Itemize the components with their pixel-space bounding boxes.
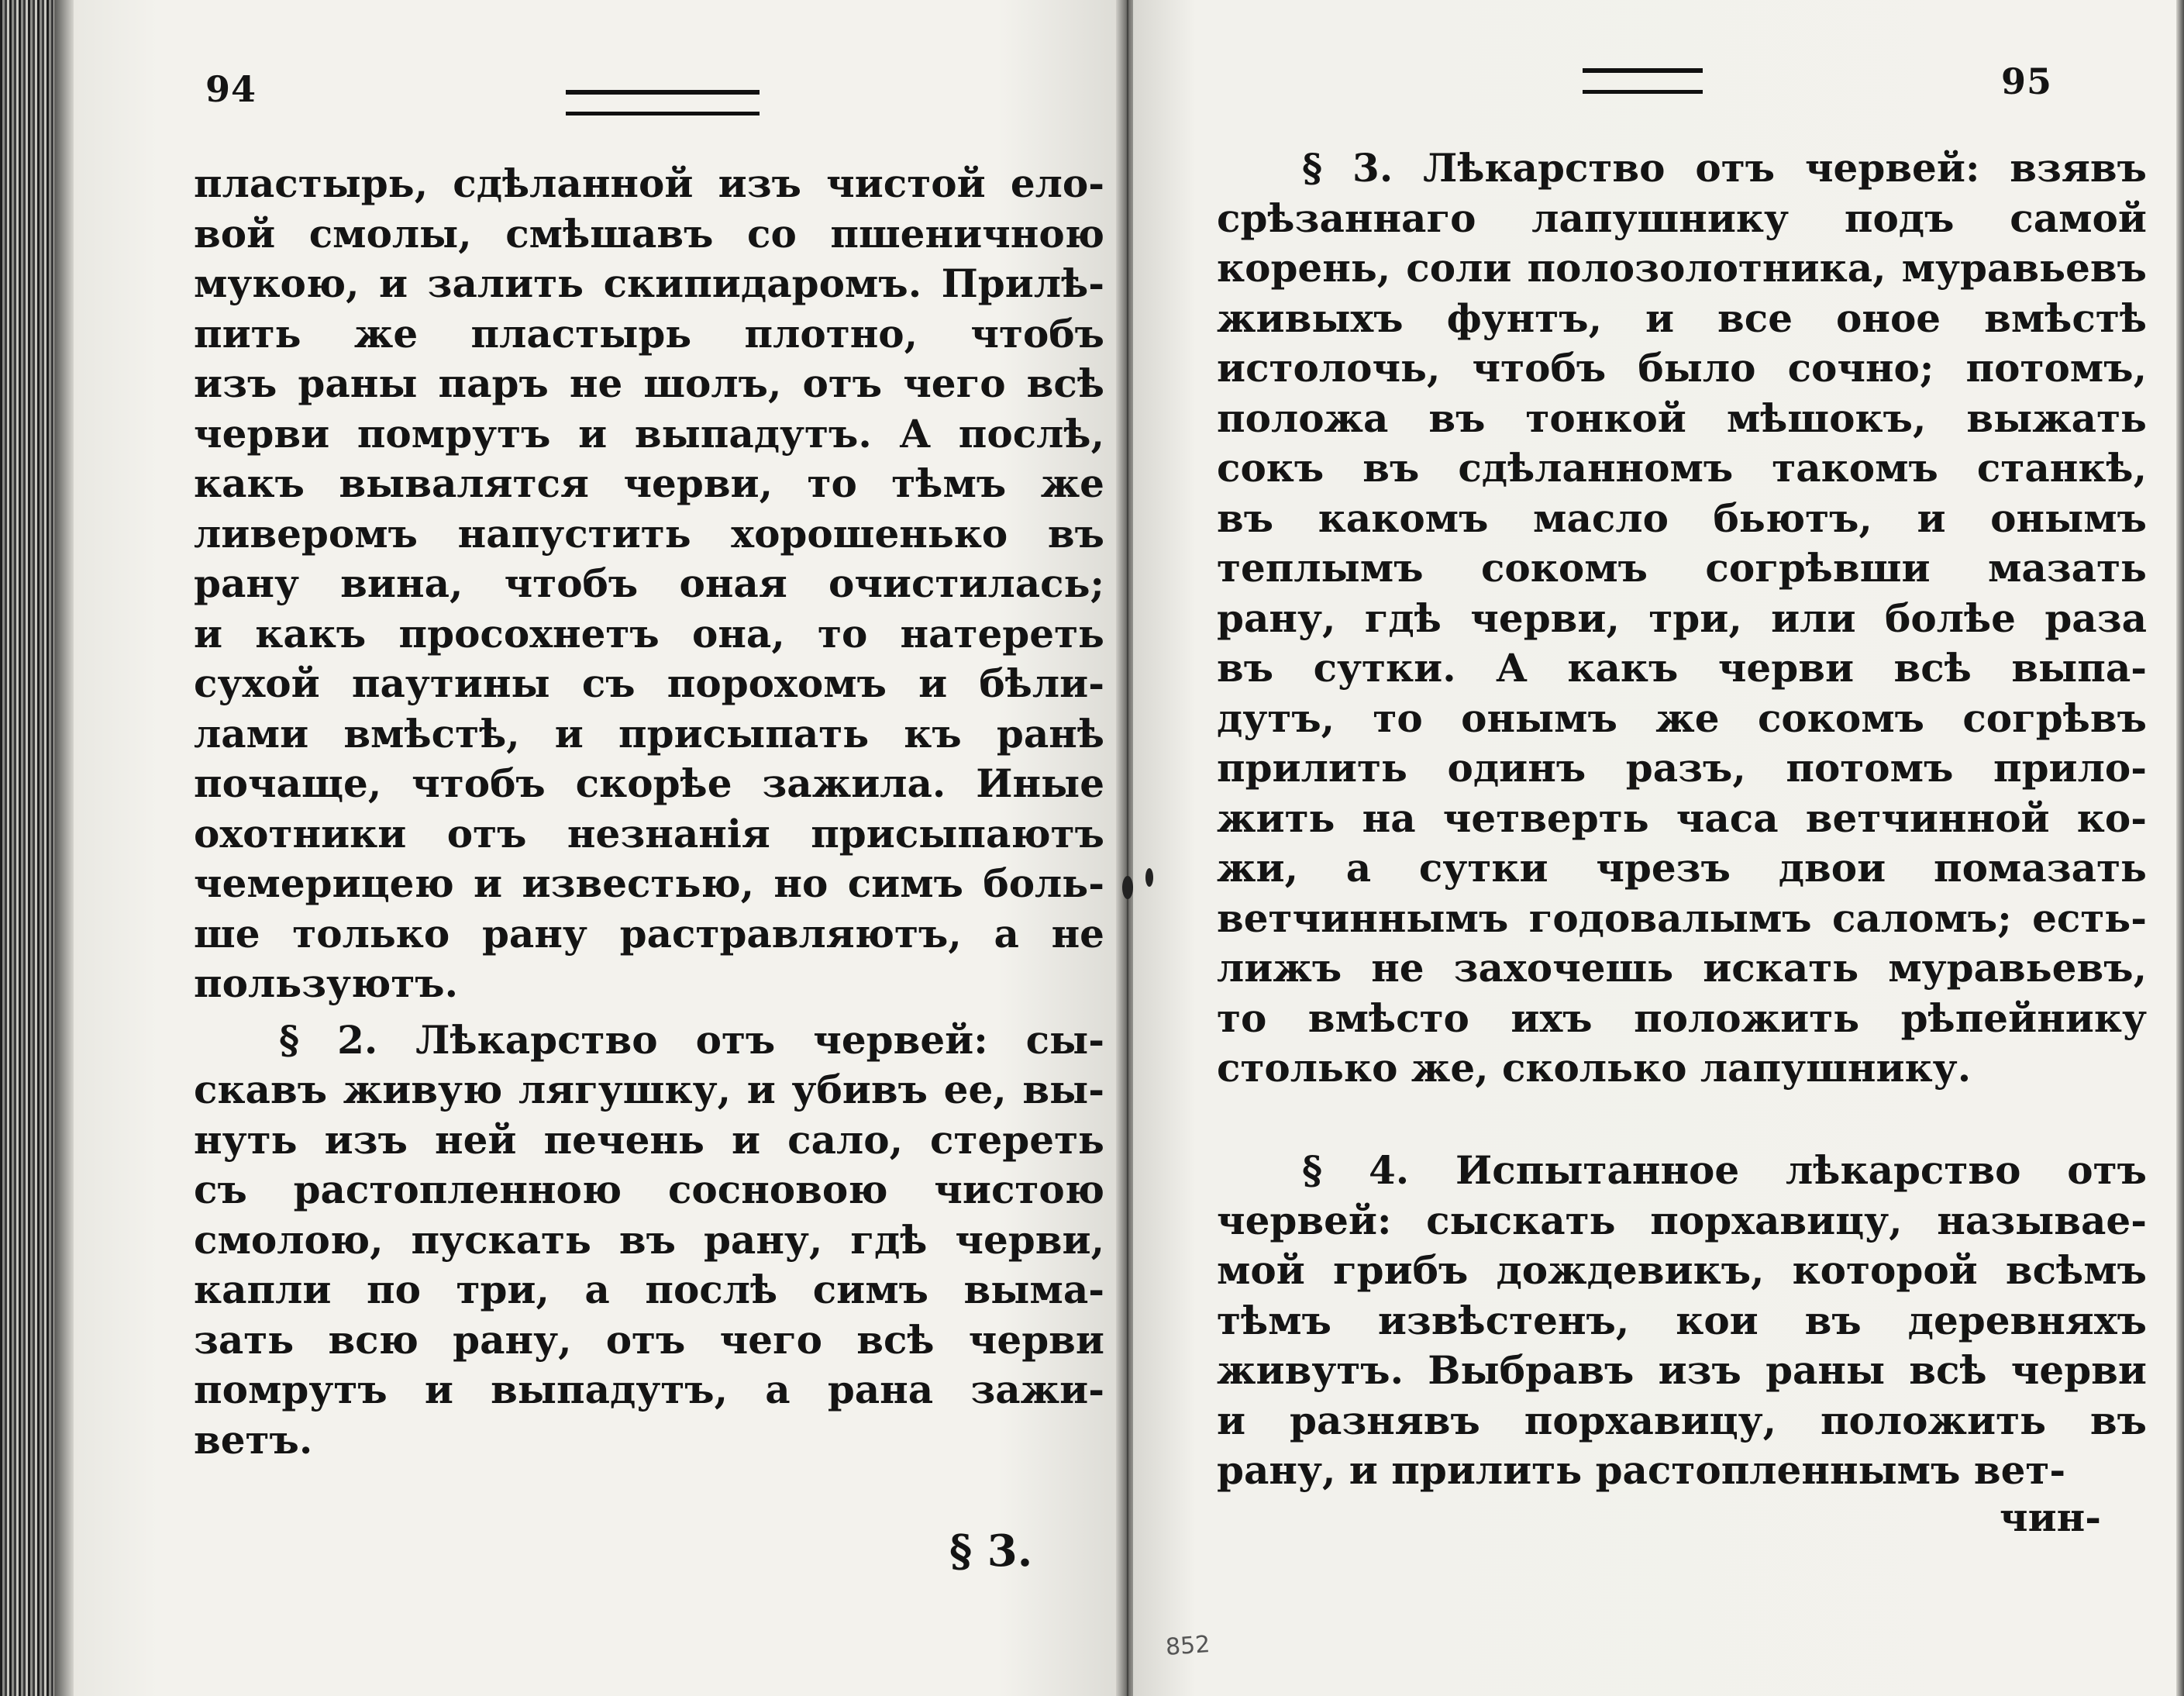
text-line: вой смолы, смѣшавъ со пшеничною <box>194 210 1104 257</box>
left-page-number: 94 <box>205 68 257 110</box>
text-line: столько же, сколько лапушнику. <box>1217 1045 1972 1091</box>
text-line: жи, а сутки чрезъ двои помазать <box>1217 845 2147 891</box>
text-line: изъ раны паръ не шолъ, отъ чего всѣ <box>194 360 1104 406</box>
text-line: корень, соли полозолотника, муравьевъ <box>1217 245 2147 291</box>
text-line: сухой паутины съ порохомъ и бѣли- <box>194 660 1104 706</box>
text-line: ветъ. <box>194 1416 313 1463</box>
text-line: ветчиннымъ годовалымъ саломъ; есть- <box>1217 895 2147 941</box>
right-header-rule <box>1583 68 1703 94</box>
left-catchword: § 3. <box>949 1525 1033 1577</box>
text-line: лижъ не захочешь искать муравьевъ, <box>1217 945 2147 991</box>
text-line: положа въ тонкой мѣшокъ, выжать <box>1217 395 2147 441</box>
text-line: черви помрутъ и выпадутъ. А послѣ, <box>194 410 1104 457</box>
text-line: живутъ. Выбравъ изъ раны всѣ черви <box>1217 1347 2147 1393</box>
text-line: пользуютъ. <box>194 960 459 1006</box>
text-line: червей: сыскать порхавицу, называе- <box>1217 1197 2147 1243</box>
text-line: какъ вывалятся черви, то тѣмъ же <box>194 460 1104 506</box>
text-line: нуть изъ ней печень и сало, стереть <box>194 1116 1104 1163</box>
text-line: въ какомъ масло бьютъ, и онымъ <box>1217 495 2147 541</box>
text-line: живыхъ фунтъ, и все оное вмѣстѣ <box>1217 295 2147 341</box>
text-line: теплымъ сокомъ согрѣвши мазать <box>1217 545 2147 591</box>
text-line: рану вина, чтобъ оная очистилась; <box>194 560 1104 606</box>
right-page <box>1133 0 2176 1696</box>
text-line: зать всю рану, отъ чего всѣ черви <box>194 1316 1104 1363</box>
text-line: мой грибъ дождевикъ, которой всѣмъ <box>1217 1247 2147 1293</box>
text-line: и какъ просохнетъ она, то натереть <box>194 610 1104 657</box>
text-line: скавъ живую лягушку, и убивъ ее, вы- <box>194 1067 1104 1112</box>
text-line: жить на четверть часа ветчинной ко- <box>1217 795 2147 841</box>
text-line: и разнявъ порхавицу, положить въ <box>1217 1397 2147 1443</box>
left-page-text <box>194 159 1104 1465</box>
text-line: то вмѣсто ихъ положить рѣпейнику <box>1217 995 2147 1041</box>
text-line: чемерицею и известью, но симъ боль- <box>194 860 1104 906</box>
right-page-number: 95 <box>2001 60 2053 102</box>
text-line: § 3. Лѣкарство отъ червей: взявъ <box>1302 145 2147 191</box>
gutter-speck <box>1145 868 1153 887</box>
text-line: рану, гдѣ черви, три, или болѣе раза <box>1217 595 2147 641</box>
page-edge-right <box>2176 0 2184 1696</box>
text-line: съ растопленною сосновою чистою <box>194 1167 1104 1212</box>
text-line: мукою, и залить скипидаромъ. Прилѣ- <box>194 260 1104 306</box>
page-edges-left <box>0 0 74 1696</box>
text-line: ше только рану растравляютъ, а не <box>194 910 1104 957</box>
text-line: пластырь, сдѣланной изъ чистой ело- <box>194 160 1104 206</box>
text-line: охотники отъ незнанія присыпаютъ <box>194 810 1104 857</box>
text-line: смолою, пускать въ рану, гдѣ черви, <box>194 1216 1104 1263</box>
text-line: тѣмъ извѣстенъ, кои въ деревняхъ <box>1217 1297 2147 1343</box>
gutter-speck <box>1122 876 1133 899</box>
text-line: дутъ, то онымъ же сокомъ согрѣвъ <box>1217 695 2147 741</box>
text-line: въ сутки. А какъ черви всѣ выпа- <box>1217 645 2147 691</box>
left-header-rule <box>566 90 760 115</box>
right-catchword: чин- <box>2000 1494 2102 1540</box>
text-line: почаще, чтобъ скорѣе зажила. Иные <box>194 760 1104 806</box>
text-line: ливеромъ напустить хорошенько въ <box>194 510 1104 557</box>
section-4-text <box>1217 1146 2147 1496</box>
left-page <box>74 0 1124 1696</box>
text-line: рану, и прилить растопленнымъ вет- <box>1217 1447 2066 1493</box>
text-line: срѣзаннаго лапушнику подъ самой <box>1217 195 2147 241</box>
text-line: сокъ въ сдѣланномъ такомъ станкѣ, <box>1217 445 2147 491</box>
text-line: помрутъ и выпадутъ, а рана зажи- <box>194 1367 1104 1412</box>
section-3-text <box>1217 143 2147 1094</box>
text-line: прилить одинъ разъ, потомъ прило- <box>1217 745 2147 791</box>
text-line: § 2. Лѣкарство отъ червей: сы- <box>279 1016 1104 1063</box>
text-line: лами вмѣстѣ, и присыпать къ ранѣ <box>194 710 1104 757</box>
text-line: капли по три, а послѣ симъ выма- <box>194 1267 1104 1312</box>
text-line: пить же пластырь плотно, чтобъ <box>194 310 1104 357</box>
text-line: истолочь, чтобъ было сочно; потомъ, <box>1217 345 2147 391</box>
text-line: § 4. Испытанное лѣкарство отъ <box>1302 1147 2147 1193</box>
pencil-note: 852 <box>1164 1631 1211 1661</box>
